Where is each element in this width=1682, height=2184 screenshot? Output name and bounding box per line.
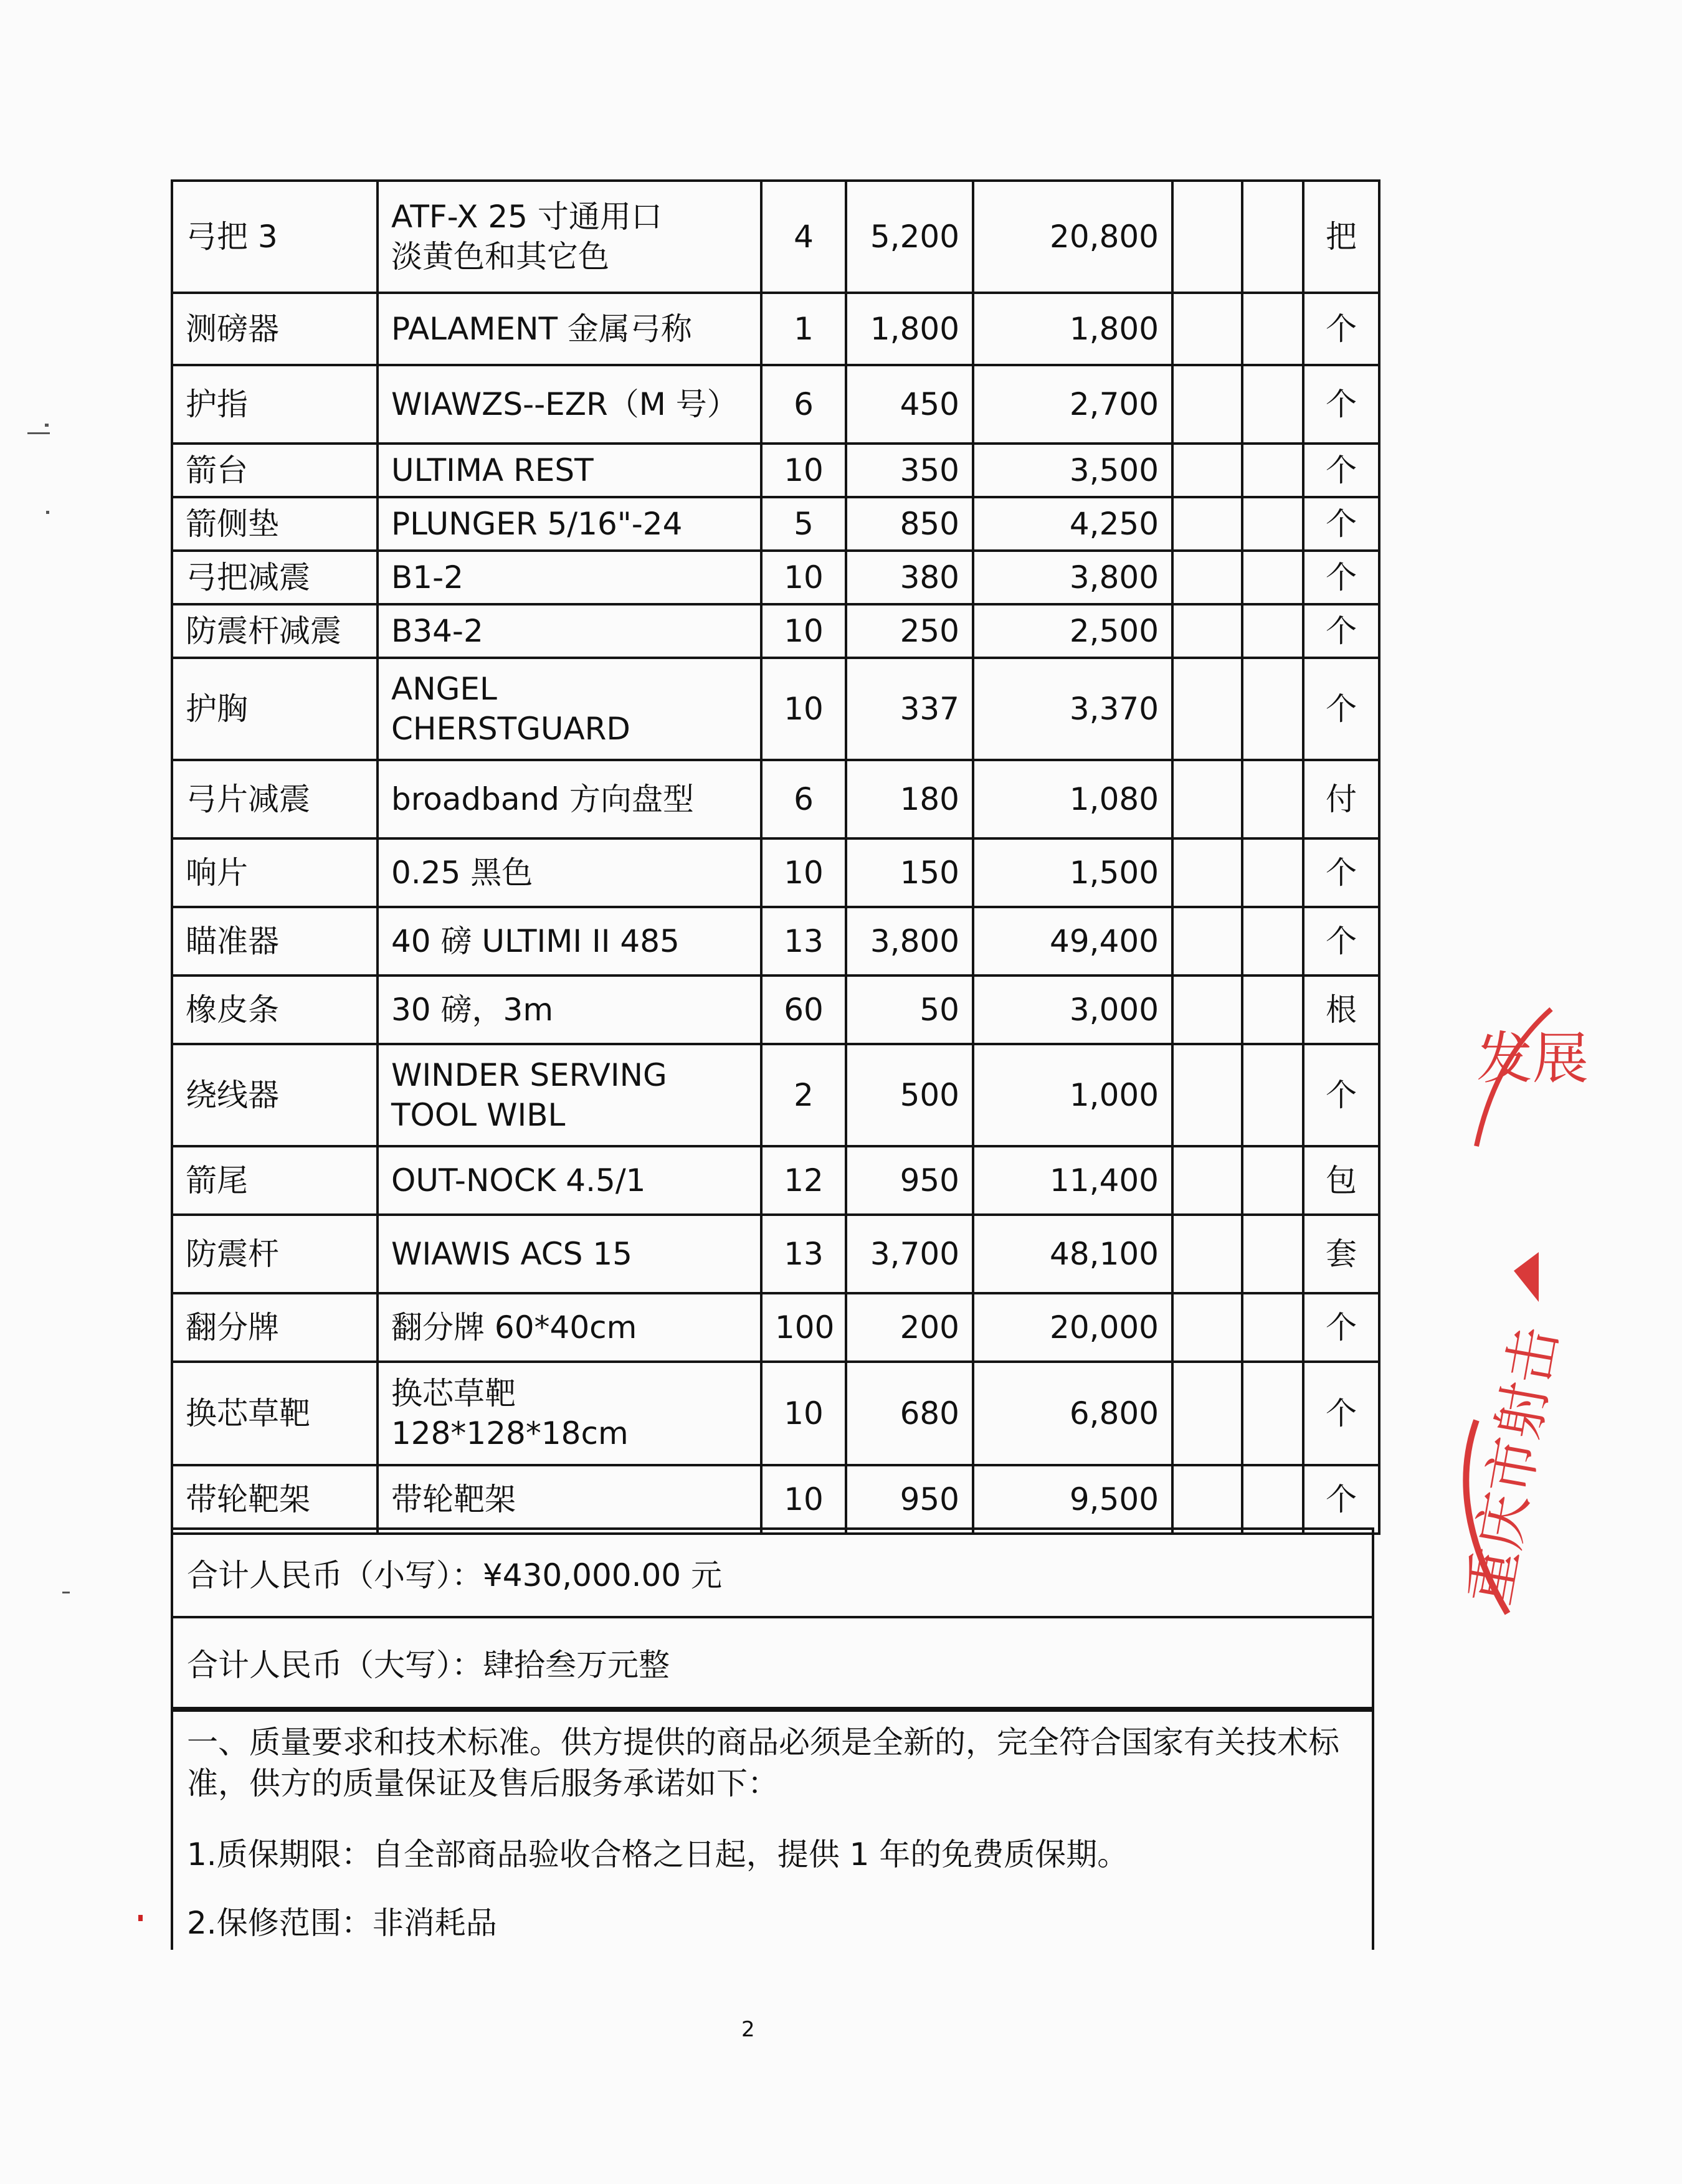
item-spec bbox=[378, 1044, 761, 1146]
item-unit bbox=[1303, 551, 1379, 604]
item-unit bbox=[1303, 760, 1379, 838]
item-name bbox=[172, 444, 378, 497]
item-quantity-text: 6 bbox=[794, 781, 814, 817]
item-total-text: 2,700 bbox=[1069, 386, 1159, 422]
table-row bbox=[172, 1146, 1379, 1215]
item-total bbox=[973, 181, 1172, 293]
item-unit-price-text: 337 bbox=[900, 691, 959, 727]
item-spec-line1: 翻分牌 60*40cm bbox=[391, 1309, 637, 1346]
item-unit-price-text: 1,800 bbox=[870, 311, 959, 347]
blank-cell bbox=[1172, 976, 1242, 1044]
item-name-text: 箭侧垫 bbox=[186, 506, 279, 542]
item-name bbox=[172, 658, 378, 760]
item-name bbox=[172, 907, 378, 976]
item-spec-line1: 40 磅 ULTIMI II 485 bbox=[391, 923, 680, 959]
item-quantity-text: 5 bbox=[794, 506, 814, 542]
item-unit bbox=[1303, 658, 1379, 760]
item-spec-line1: 30 磅，3m bbox=[391, 992, 554, 1028]
item-unit bbox=[1303, 1362, 1379, 1465]
blank-cell bbox=[1172, 604, 1242, 658]
scan-speck bbox=[62, 1592, 70, 1593]
blank-cell bbox=[1242, 1146, 1303, 1215]
item-unit bbox=[1303, 497, 1379, 551]
blank-cell bbox=[1242, 1215, 1303, 1293]
item-quantity-text: 2 bbox=[794, 1077, 814, 1113]
item-unit-price bbox=[846, 604, 973, 658]
item-unit-text: 付 bbox=[1326, 781, 1357, 817]
seal-star-fragment bbox=[1514, 1252, 1539, 1302]
item-name bbox=[172, 1293, 378, 1362]
table-row bbox=[172, 444, 1379, 497]
table-row bbox=[172, 604, 1379, 658]
item-total-text: 9,500 bbox=[1069, 1481, 1159, 1517]
item-spec-line2: 128*128*18cm bbox=[391, 1415, 629, 1451]
blank-cell bbox=[1242, 1465, 1303, 1534]
item-spec-line1: ULTIMA REST bbox=[391, 452, 594, 488]
item-total-text: 11,400 bbox=[1050, 1162, 1159, 1199]
item-quantity bbox=[761, 658, 846, 760]
item-unit-price-text: 950 bbox=[900, 1481, 959, 1517]
table-row bbox=[172, 838, 1379, 907]
item-name-text: 换芯草靶 bbox=[186, 1395, 310, 1431]
item-unit-price-text: 500 bbox=[900, 1077, 959, 1113]
items-table bbox=[171, 179, 1380, 1535]
item-unit-price bbox=[846, 760, 973, 838]
blank-cell bbox=[1172, 181, 1242, 293]
item-total-text: 3,800 bbox=[1069, 559, 1159, 596]
item-spec-line1: broadband 方向盘型 bbox=[391, 781, 694, 817]
item-total bbox=[973, 365, 1172, 444]
blank-cell bbox=[1172, 497, 1242, 551]
item-unit bbox=[1303, 838, 1379, 907]
item-total bbox=[973, 658, 1172, 760]
blank-cell bbox=[1242, 444, 1303, 497]
item-total-text: 48,100 bbox=[1050, 1236, 1159, 1272]
blank-cell bbox=[1242, 497, 1303, 551]
item-unit-price bbox=[846, 1215, 973, 1293]
item-spec-line1: PLUNGER 5/16"-24 bbox=[391, 506, 683, 542]
item-quantity bbox=[761, 1293, 846, 1362]
blank-cell bbox=[1242, 551, 1303, 604]
item-total-text: 3,370 bbox=[1069, 691, 1159, 727]
item-unit-price bbox=[846, 365, 973, 444]
item-quantity-text: 10 bbox=[784, 1481, 824, 1517]
blank-cell bbox=[1172, 551, 1242, 604]
item-spec bbox=[378, 907, 761, 976]
item-quantity bbox=[761, 760, 846, 838]
item-name bbox=[172, 551, 378, 604]
scan-speck bbox=[138, 1915, 143, 1921]
item-unit-price-text: 250 bbox=[900, 613, 959, 649]
item-unit-price bbox=[846, 1293, 973, 1362]
seal-text-top: 发展 bbox=[1476, 1026, 1589, 1091]
item-quantity-text: 1 bbox=[794, 311, 814, 347]
item-total-text: 1,080 bbox=[1069, 781, 1159, 817]
item-unit-price bbox=[846, 838, 973, 907]
item-spec-line1: 换芯草靶 bbox=[391, 1375, 516, 1412]
item-unit bbox=[1303, 907, 1379, 976]
item-spec-line1: OUT-NOCK 4.5/1 bbox=[391, 1162, 646, 1199]
item-quantity bbox=[761, 1215, 846, 1293]
total-lower-row bbox=[173, 1530, 1372, 1618]
item-spec bbox=[378, 760, 761, 838]
item-quantity-text: 10 bbox=[784, 452, 824, 488]
item-unit-text: 个 bbox=[1326, 1481, 1357, 1517]
blank-cell bbox=[1172, 444, 1242, 497]
item-spec bbox=[378, 181, 761, 293]
item-name bbox=[172, 293, 378, 365]
item-name-text: 护胸 bbox=[186, 691, 248, 727]
item-total-text: 4,250 bbox=[1069, 506, 1159, 542]
item-spec bbox=[378, 1146, 761, 1215]
table-row bbox=[172, 497, 1379, 551]
item-total-text: 49,400 bbox=[1050, 923, 1159, 959]
item-total bbox=[973, 907, 1172, 976]
item-spec bbox=[378, 444, 761, 497]
item-unit-text: 包 bbox=[1326, 1162, 1357, 1199]
item-spec-line2: TOOL WIBL bbox=[391, 1097, 566, 1133]
blank-cell bbox=[1172, 1362, 1242, 1465]
table-row bbox=[172, 760, 1379, 838]
item-unit-text: 套 bbox=[1326, 1236, 1357, 1272]
blank-cell bbox=[1242, 838, 1303, 907]
blank-cell bbox=[1172, 1293, 1242, 1362]
table-row bbox=[172, 1215, 1379, 1293]
item-unit-price bbox=[846, 1044, 973, 1146]
table-row bbox=[172, 365, 1379, 444]
item-unit bbox=[1303, 181, 1379, 293]
item-quantity bbox=[761, 907, 846, 976]
item-quantity bbox=[761, 604, 846, 658]
item-quantity bbox=[761, 1146, 846, 1215]
item-name-text: 防震杆减震 bbox=[186, 613, 341, 649]
blank-cell bbox=[1242, 1362, 1303, 1465]
item-quantity bbox=[761, 293, 846, 365]
item-spec-line1: 0.25 黑色 bbox=[391, 855, 533, 891]
table-row bbox=[172, 1362, 1379, 1465]
item-total bbox=[973, 444, 1172, 497]
item-quantity-text: 10 bbox=[784, 559, 824, 596]
item-unit-price-text: 180 bbox=[900, 781, 959, 817]
table-row bbox=[172, 1293, 1379, 1362]
item-unit-price-text: 3,800 bbox=[870, 923, 959, 959]
item-quantity bbox=[761, 365, 846, 444]
table-row bbox=[172, 1044, 1379, 1146]
item-name-text: 箭台 bbox=[186, 452, 248, 488]
item-unit-price bbox=[846, 444, 973, 497]
blank-cell bbox=[1172, 760, 1242, 838]
item-unit-text: 个 bbox=[1326, 855, 1357, 891]
item-unit-price-text: 680 bbox=[900, 1395, 959, 1431]
item-unit-price bbox=[846, 293, 973, 365]
scan-speck bbox=[46, 511, 49, 514]
item-quantity-text: 10 bbox=[784, 855, 824, 891]
item-total-text: 6,800 bbox=[1069, 1395, 1159, 1431]
item-unit-price bbox=[846, 1146, 973, 1215]
item-total bbox=[973, 838, 1172, 907]
page-number: 2 bbox=[741, 2017, 755, 2042]
item-spec-line1: 带轮靶架 bbox=[391, 1481, 516, 1517]
blank-cell bbox=[1172, 1146, 1242, 1215]
item-unit-price bbox=[846, 551, 973, 604]
item-quantity bbox=[761, 1465, 846, 1534]
item-quantity-text: 13 bbox=[784, 1236, 824, 1272]
item-total-text: 1,800 bbox=[1069, 311, 1159, 347]
item-spec-line2: 淡黄色和其它色 bbox=[391, 239, 609, 275]
item-spec bbox=[378, 658, 761, 760]
item-unit-price-text: 5,200 bbox=[870, 219, 959, 255]
totals-block bbox=[171, 1527, 1374, 1712]
item-spec-line1: ANGEL bbox=[391, 671, 497, 707]
item-unit-text: 个 bbox=[1326, 923, 1357, 959]
item-total-text: 3,000 bbox=[1069, 992, 1159, 1028]
item-total-text: 20,800 bbox=[1050, 219, 1159, 255]
item-spec bbox=[378, 838, 761, 907]
item-spec-line1: WIAWZS--EZR（M 号） bbox=[391, 386, 738, 422]
item-total-text: 3,500 bbox=[1069, 452, 1159, 488]
terms-block bbox=[171, 1709, 1374, 1950]
total-upper: 合计人民币（大写）：肆拾叁万元整 bbox=[187, 1647, 670, 1683]
item-name-text: 弓把减震 bbox=[186, 559, 310, 596]
item-unit-text: 个 bbox=[1326, 1395, 1357, 1431]
item-total bbox=[973, 976, 1172, 1044]
item-total-text: 1,000 bbox=[1069, 1077, 1159, 1113]
item-name bbox=[172, 1146, 378, 1215]
item-total bbox=[973, 1146, 1172, 1215]
item-quantity-text: 100 bbox=[775, 1309, 835, 1346]
scan-speck bbox=[45, 424, 49, 427]
item-spec bbox=[378, 1293, 761, 1362]
item-quantity bbox=[761, 551, 846, 604]
item-unit bbox=[1303, 604, 1379, 658]
blank-cell bbox=[1172, 1044, 1242, 1146]
item-name bbox=[172, 838, 378, 907]
blank-cell bbox=[1242, 181, 1303, 293]
red-seal-stamp bbox=[1420, 984, 1682, 1669]
item-unit-price-text: 450 bbox=[900, 386, 959, 422]
item-quantity-text: 10 bbox=[784, 613, 824, 649]
item-quantity-text: 13 bbox=[784, 923, 824, 959]
item-total bbox=[973, 760, 1172, 838]
item-unit-text: 个 bbox=[1326, 691, 1357, 727]
blank-cell bbox=[1172, 907, 1242, 976]
item-name bbox=[172, 181, 378, 293]
item-total-text: 2,500 bbox=[1069, 613, 1159, 649]
item-name-text: 响片 bbox=[186, 855, 248, 891]
blank-cell bbox=[1242, 907, 1303, 976]
table-row bbox=[172, 658, 1379, 760]
item-unit-price bbox=[846, 497, 973, 551]
item-quantity-text: 10 bbox=[784, 691, 824, 727]
item-spec-line1: B1-2 bbox=[391, 559, 463, 596]
item-unit-text: 个 bbox=[1326, 452, 1357, 488]
item-unit-price-text: 380 bbox=[900, 559, 959, 596]
item-spec bbox=[378, 976, 761, 1044]
item-quantity-text: 12 bbox=[784, 1162, 824, 1199]
item-total bbox=[973, 551, 1172, 604]
item-quantity bbox=[761, 838, 846, 907]
item-spec bbox=[378, 293, 761, 365]
item-quantity-text: 4 bbox=[794, 219, 814, 255]
item-spec-line1: WINDER SERVING bbox=[391, 1057, 667, 1093]
item-unit-price-text: 200 bbox=[900, 1309, 959, 1346]
item-unit-price-text: 850 bbox=[900, 506, 959, 542]
total-lower: 合计人民币（小写）：¥430,000.00 元 bbox=[187, 1557, 722, 1593]
item-unit bbox=[1303, 1215, 1379, 1293]
item-name bbox=[172, 760, 378, 838]
item-spec bbox=[378, 604, 761, 658]
item-total bbox=[973, 497, 1172, 551]
blank-cell bbox=[1172, 365, 1242, 444]
item-unit bbox=[1303, 444, 1379, 497]
item-unit-text: 个 bbox=[1326, 559, 1357, 596]
blank-cell bbox=[1242, 976, 1303, 1044]
item-unit bbox=[1303, 1044, 1379, 1146]
total-upper-row bbox=[173, 1618, 1372, 1709]
item-unit-text: 个 bbox=[1326, 311, 1357, 347]
item-name bbox=[172, 1465, 378, 1534]
item-unit-price-text: 350 bbox=[900, 452, 959, 488]
item-unit-text: 个 bbox=[1326, 506, 1357, 542]
table-row bbox=[172, 907, 1379, 976]
blank-cell bbox=[1242, 604, 1303, 658]
blank-cell bbox=[1172, 1465, 1242, 1534]
item-spec bbox=[378, 1362, 761, 1465]
item-total bbox=[973, 604, 1172, 658]
item-spec bbox=[378, 1465, 761, 1534]
item-spec bbox=[378, 1215, 761, 1293]
item-name-text: 弓片减震 bbox=[186, 781, 310, 817]
item-total bbox=[973, 1044, 1172, 1146]
item-quantity-text: 10 bbox=[784, 1395, 824, 1431]
blank-cell bbox=[1172, 838, 1242, 907]
warranty-period: 1.质保期限：自全部商品验收合格之日起，提供 1 年的免费质保期。 bbox=[187, 1836, 1129, 1873]
item-unit-text: 个 bbox=[1326, 1077, 1357, 1113]
item-unit-text: 个 bbox=[1326, 386, 1357, 422]
blank-cell bbox=[1242, 293, 1303, 365]
table-row bbox=[172, 293, 1379, 365]
item-quantity bbox=[761, 497, 846, 551]
item-name bbox=[172, 497, 378, 551]
item-unit-price bbox=[846, 1465, 973, 1534]
item-name-text: 绕线器 bbox=[186, 1077, 279, 1113]
blank-cell bbox=[1172, 1215, 1242, 1293]
item-name-text: 橡皮条 bbox=[186, 992, 279, 1028]
item-total bbox=[973, 1465, 1172, 1534]
item-name bbox=[172, 1215, 378, 1293]
item-name-text: 护指 bbox=[186, 386, 248, 422]
item-total bbox=[973, 1215, 1172, 1293]
scan-speck bbox=[27, 432, 50, 434]
item-name-text: 弓把 3 bbox=[186, 219, 278, 255]
item-name-text: 翻分牌 bbox=[186, 1309, 279, 1346]
item-name bbox=[172, 604, 378, 658]
item-unit-price bbox=[846, 181, 973, 293]
table-row bbox=[172, 551, 1379, 604]
blank-cell bbox=[1172, 658, 1242, 760]
item-quantity-text: 6 bbox=[794, 386, 814, 422]
item-unit bbox=[1303, 293, 1379, 365]
item-spec bbox=[378, 551, 761, 604]
item-unit bbox=[1303, 365, 1379, 444]
item-unit-price bbox=[846, 1362, 973, 1465]
item-unit bbox=[1303, 1146, 1379, 1215]
item-quantity bbox=[761, 181, 846, 293]
table-row bbox=[172, 976, 1379, 1044]
item-unit bbox=[1303, 1293, 1379, 1362]
item-unit bbox=[1303, 976, 1379, 1044]
item-name-text: 测磅器 bbox=[186, 311, 279, 347]
item-name-text: 箭尾 bbox=[186, 1162, 248, 1199]
item-total-text: 1,500 bbox=[1069, 855, 1159, 891]
blank-cell bbox=[1242, 760, 1303, 838]
item-name bbox=[172, 1362, 378, 1465]
item-unit-text: 根 bbox=[1326, 992, 1357, 1028]
item-unit-price-text: 3,700 bbox=[870, 1236, 959, 1272]
item-quantity-text: 60 bbox=[784, 992, 824, 1028]
table-row bbox=[172, 1465, 1379, 1534]
item-unit-price bbox=[846, 658, 973, 760]
item-quantity bbox=[761, 444, 846, 497]
item-unit bbox=[1303, 1465, 1379, 1534]
item-name bbox=[172, 976, 378, 1044]
item-spec bbox=[378, 365, 761, 444]
blank-cell bbox=[1242, 658, 1303, 760]
item-total bbox=[973, 1293, 1172, 1362]
item-total bbox=[973, 1362, 1172, 1465]
item-spec bbox=[378, 497, 761, 551]
item-quantity bbox=[761, 976, 846, 1044]
item-unit-text: 把 bbox=[1326, 219, 1357, 255]
blank-cell bbox=[1172, 293, 1242, 365]
item-unit-text: 个 bbox=[1326, 1309, 1357, 1346]
seal-text-bottom: 重庆市射击 bbox=[1456, 1322, 1570, 1610]
item-name bbox=[172, 1044, 378, 1146]
item-unit-price-text: 150 bbox=[900, 855, 959, 891]
blank-cell bbox=[1242, 1044, 1303, 1146]
item-spec-line2: CHERSTGUARD bbox=[391, 711, 630, 747]
item-unit-price-text: 50 bbox=[919, 992, 959, 1028]
blank-cell bbox=[1242, 365, 1303, 444]
item-name-text: 瞄准器 bbox=[186, 923, 279, 959]
item-unit-price bbox=[846, 907, 973, 976]
warranty-scope: 2.保修范围：非消耗品 bbox=[187, 1905, 497, 1941]
item-name-text: 防震杆 bbox=[186, 1236, 279, 1272]
item-name bbox=[172, 365, 378, 444]
item-spec-line1: B34-2 bbox=[391, 613, 483, 649]
item-total-text: 20,000 bbox=[1050, 1309, 1159, 1346]
item-unit-text: 个 bbox=[1326, 613, 1357, 649]
item-quantity bbox=[761, 1362, 846, 1465]
item-spec-line1: ATF-X 25 寸通用口 bbox=[391, 199, 662, 235]
item-total bbox=[973, 293, 1172, 365]
item-spec-line1: PALAMENT 金属弓称 bbox=[391, 311, 692, 347]
item-name-text: 带轮靶架 bbox=[186, 1481, 310, 1517]
item-unit-price bbox=[846, 976, 973, 1044]
blank-cell bbox=[1242, 1293, 1303, 1362]
item-quantity bbox=[761, 1044, 846, 1146]
quality-terms: 一、质量要求和技术标准。供方提供的商品必须是全新的，完全符合国家有关技术标准，供方的质量保证及售后服务承诺如下： bbox=[187, 1724, 1339, 1802]
table-row bbox=[172, 181, 1379, 293]
item-unit-price-text: 950 bbox=[900, 1162, 959, 1199]
item-spec-line1: WIAWIS ACS 15 bbox=[391, 1236, 632, 1272]
